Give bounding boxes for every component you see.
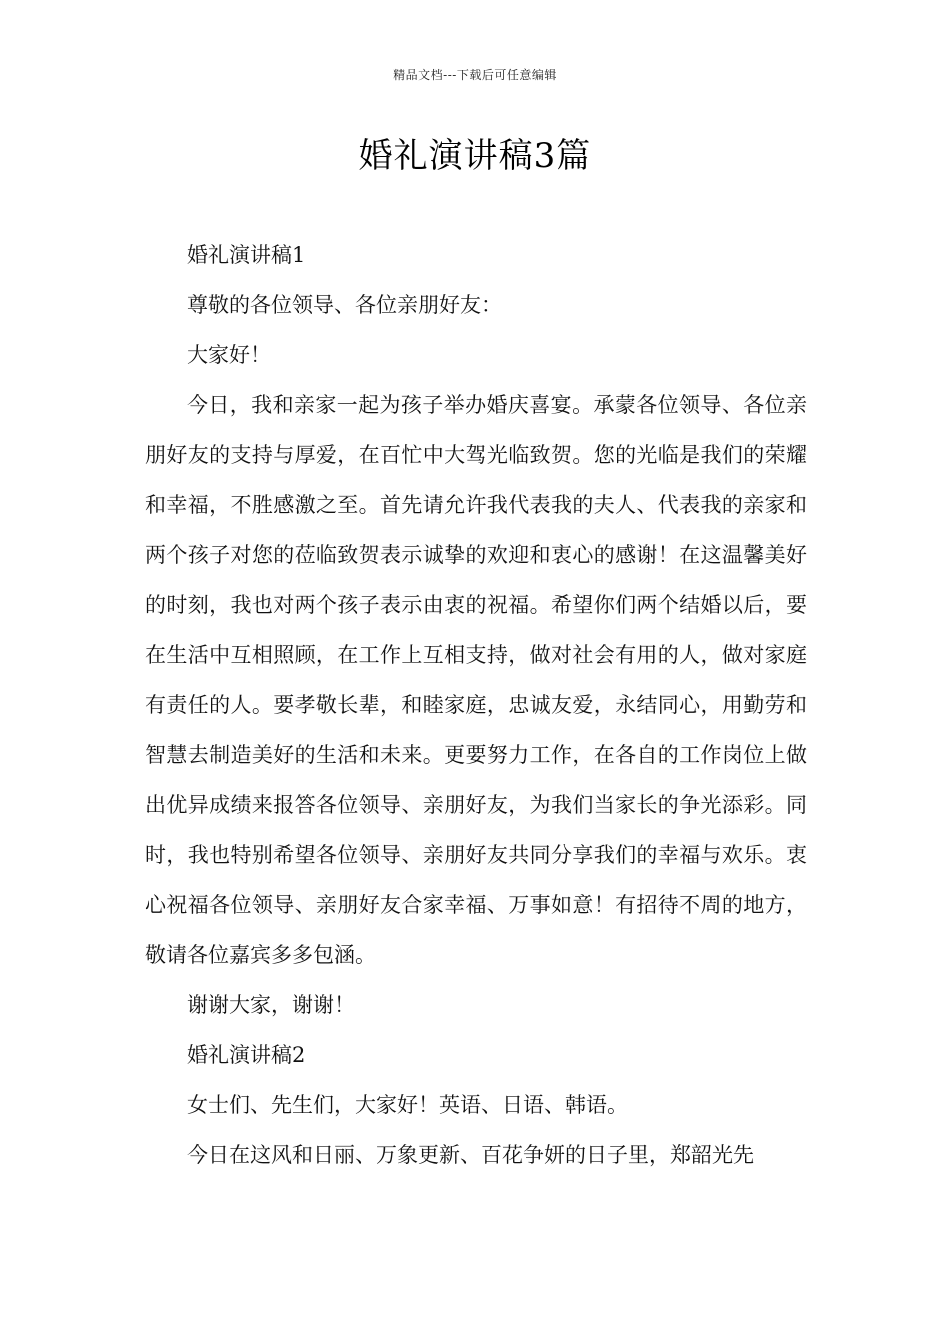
salutation: 尊敬的各位领导、各位亲朋好友：: [187, 293, 502, 317]
section-heading-2: 婚礼演讲稿2: [187, 1043, 306, 1067]
greeting-2: 女士们、先生们，大家好！英语、日语、韩语。: [187, 1093, 628, 1117]
greeting: 大家好！: [187, 343, 271, 367]
section-heading-1: 婚礼演讲稿1: [187, 243, 306, 267]
document-title: 婚礼演讲稿3篇: [358, 136, 592, 176]
speech-paragraph-2: 今日在这风和日丽、万象更新、百花争妍的日子里，郑韶光先: [187, 1143, 754, 1167]
speech-paragraph: 今日，我和亲家一起为孩子举办婚庆喜宴。承蒙各位领导、各位亲朋好友的支持与厚爱，在百忙中大驾光临致贺。您的光临是我们的荣耀和幸福，不胜感激之至。首先请允许我代表我的夫人、代表我的亲家和两个孩子对您的莅临致贺表示诚挚的欢迎和衷心的感谢！在这温馨美好的时刻，我也对两个孩子表示由衷的祝福。希望你们两个结婚以后，要在生活中互相照顾，在工作上互相支持，做对社会有用的人，做对家庭有责任的人。要孝敬长辈，和睦家庭，忠诚友爱，永结同心，用勤劳和智慧去制造美好的生活和未来。更要努力工作，在各自的工作岗位上做出优异成绩来报答各位领导、亲朋好友，为我们当家长的争光添彩。同时，我也特别希望各位领导、亲朋好友共同分享我们的幸福与欢乐。衷心祝福各位领导、亲朋好友合家幸福、万事如意！有招待不周的地方，敬请各位嘉宾多多包涵。: [145, 393, 807, 967]
closing-thanks: 谢谢大家，谢谢！: [187, 993, 355, 1017]
document-body: [145, 230, 807, 1180]
header-note: 精品文档---下载后可任意编辑: [393, 68, 557, 82]
